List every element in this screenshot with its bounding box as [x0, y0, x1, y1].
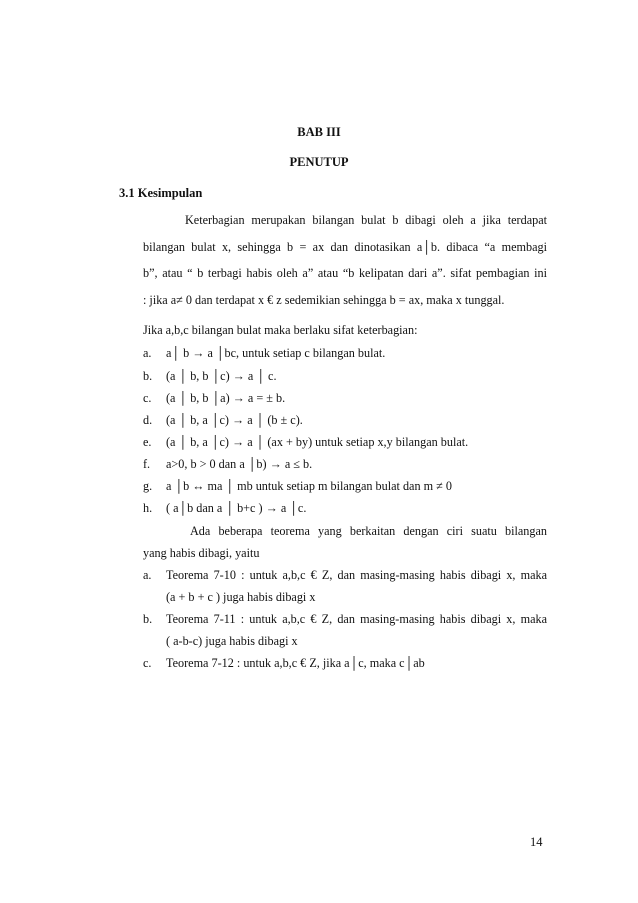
theorem-line: Teorema 7-10 : untuk a,b,c € Z, dan masing-masing habis dibagi x, maka [166, 568, 547, 582]
paragraph-line: Keterbagian merupakan bilangan bulat b dibagi oleh a jika terdapat [185, 213, 547, 227]
chapter-heading: BAB III [297, 125, 341, 139]
list-marker: c. [143, 391, 152, 405]
property-item: a │b ↔ ma │ mb untuk setiap m bilangan bulat dan m ≠ 0 [166, 479, 452, 493]
list-marker: d. [143, 413, 153, 427]
property-item: a>0, b > 0 dan a │b) → a ≤ b. [166, 457, 313, 471]
theorem-line: (a + b + c ) juga habis dibagi x [166, 590, 316, 604]
list-marker: f. [143, 457, 151, 471]
list-marker: a. [143, 568, 152, 582]
list-marker: c. [143, 656, 152, 670]
list-marker: h. [143, 501, 153, 515]
paragraph-line: bilangan bulat x, sehingga b = ax dan dinotasikan a│b. dibaca “a membagi [143, 240, 547, 254]
section-heading: 3.1 Kesimpulan [119, 186, 203, 200]
property-item: (a │ b, b │c) → a │ c. [166, 369, 277, 383]
list-marker: b. [143, 369, 153, 383]
property-item: (a │ b, a │c) → a │ (ax + by) untuk setiap x,y bilangan bulat. [166, 435, 469, 449]
theorem-intro-line: Ada beberapa teorema yang berkaitan dengan ciri suatu bilangan [190, 524, 547, 538]
theorem-line: Teorema 7-11 : untuk a,b,c € Z, dan masing-masing habis dibagi x, maka [166, 612, 547, 626]
page-number: 14 [530, 835, 543, 849]
list-marker: a. [143, 346, 152, 360]
list-marker: g. [143, 479, 153, 493]
list-marker: e. [143, 435, 152, 449]
list-marker: b. [143, 612, 153, 626]
theorem-line: Teorema 7-12 : untuk a,b,c € Z, jika a│c, maka c│ab [166, 656, 425, 670]
property-item: (a │ b, a │c) → a │ (b ± c). [166, 413, 303, 427]
theorem-line: ( a-b-c) juga habis dibagi x [166, 634, 298, 648]
theorem-intro-line: yang habis dibagi, yaitu [143, 546, 260, 560]
paragraph-line: : jika a≠ 0 dan terdapat x € z sedemikian sehingga b = ax, maka x tunggal. [143, 293, 505, 307]
paragraph-line: b”, atau “ b terbagi habis oleh a” atau “b kelipatan dari a”. sifat pembagian ini [143, 266, 547, 280]
property-item: (a │ b, b │a) → a = ± b. [166, 391, 286, 405]
chapter-title: PENUTUP [289, 155, 349, 169]
property-item: a│ b → a │bc, untuk setiap c bilangan bulat. [166, 346, 386, 360]
properties-intro: Jika a,b,c bilangan bulat maka berlaku sifat keterbagian: [143, 323, 418, 337]
property-item: ( a│b dan a │ b+c ) → a │c. [166, 501, 307, 515]
